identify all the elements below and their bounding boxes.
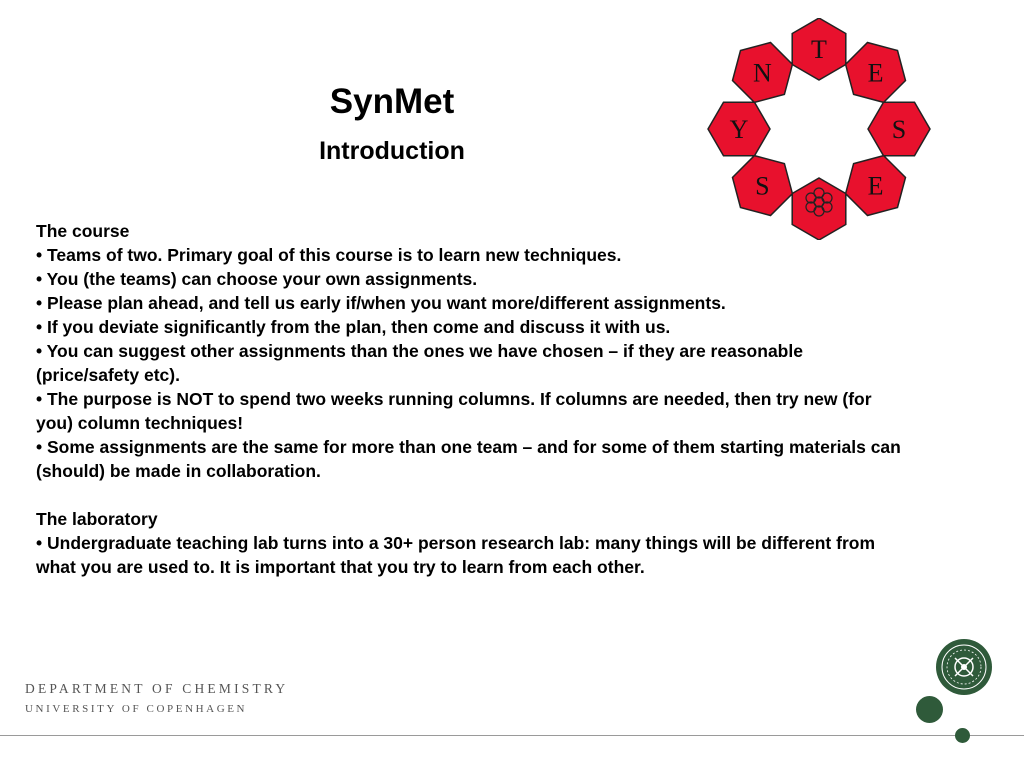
department-name: DEPARTMENT OF CHEMISTRY — [25, 681, 289, 696]
logo-letter: N — [753, 58, 772, 88]
synthesis-ring-logo — [705, 18, 933, 240]
course-bullet-4: • If you deviate significantly from the plan, then come and discuss it with us. — [36, 317, 671, 337]
footer-divider — [0, 735, 1024, 736]
course-bullet-3: • Please plan ahead, and tell us early if/when you want more/different assignments. — [36, 293, 726, 313]
course-bullet-1: • Teams of two. Primary goal of this course is to learn new techniques. — [36, 245, 622, 265]
slide-subtitle: Introduction — [319, 137, 465, 165]
university-seal-icon — [935, 638, 993, 696]
university-name: UNIVERSITY OF COPENHAGEN — [25, 703, 248, 715]
logo-letter: Y — [729, 115, 749, 144]
course-bullet-6: • The purpose is NOT to spend two weeks running columns. If columns are needed, then try new (for you) column techniques! — [36, 389, 872, 433]
logo-letter: E — [867, 58, 884, 88]
logo-letter: S — [755, 171, 770, 201]
decorative-dot-small — [955, 728, 970, 743]
course-bullet-2: • You (the teams) can choose your own assignments. — [36, 269, 478, 289]
lab-heading: The laboratory — [36, 509, 158, 529]
section-spacer — [36, 483, 906, 507]
slide-body — [36, 219, 906, 579]
decorative-dot-large — [916, 696, 943, 723]
logo-letter: T — [811, 35, 827, 64]
course-bullet-5: • You can suggest other assignments than the ones we have chosen – if they are reasonable (price/safety etc). — [36, 341, 803, 385]
logo-letter: E — [867, 171, 884, 201]
slide-title: SynMet — [329, 82, 455, 121]
logo-letter: S — [891, 115, 907, 144]
lab-bullet-1: • Undergraduate teaching lab turns into a 30+ person research lab: many things will be different from what you are used to. It is important that you try to learn from each other. — [36, 533, 876, 577]
course-heading: The course — [36, 221, 130, 241]
course-bullet-7: • Some assignments are the same for more than one team – and for some of them starting materials can (should) be made in collaboration. — [36, 437, 901, 481]
